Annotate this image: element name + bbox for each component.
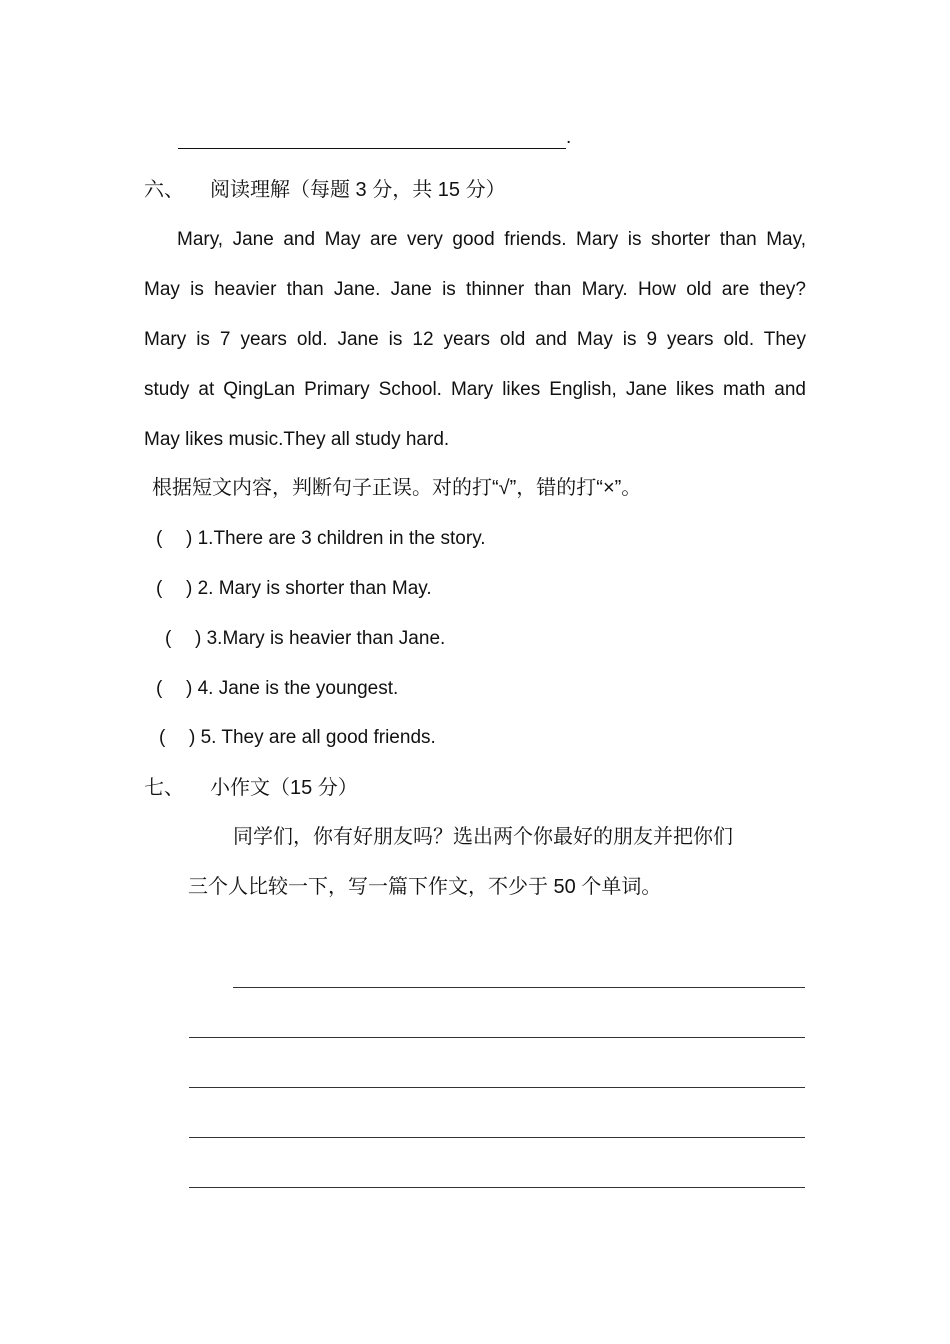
section6-heading [144, 178, 506, 202]
blank-underline [178, 126, 566, 149]
section7-title: 小作文（15 分） [210, 777, 358, 799]
answer-paren: ( [159, 727, 166, 748]
writing-line-1[interactable] [233, 987, 805, 988]
passage-line-2: May is heavier than Jane. Jane is thinner than Mary. How old are they? [144, 279, 806, 300]
question-text: ) 4. Jane is the youngest. [186, 678, 399, 699]
writing-line-5[interactable] [189, 1187, 805, 1188]
section7-number: 七、 [144, 777, 184, 799]
answer-paren: ( [165, 628, 172, 649]
reading-passage [144, 215, 806, 465]
question-text: ) 5. They are all good friends. [189, 727, 436, 748]
passage-line-5: May likes music.They all study hard. [144, 429, 450, 450]
section7-heading [144, 776, 358, 800]
question-instruction: 根据短文内容，判断句子正误。对的打“√”，错的打“×”。 [152, 477, 642, 499]
writing-line-2[interactable] [189, 1037, 805, 1038]
writing-line-4[interactable] [189, 1137, 805, 1138]
question-text: ) 1.There are 3 children in the story. [186, 528, 486, 549]
answer-paren: ( [156, 528, 163, 549]
question-text: ) 3.Mary is heavier than Jane. [195, 628, 446, 649]
essay-prompt-line-1: 同学们，你有好朋友吗？选出两个你最好的朋友并把你们 [233, 826, 733, 848]
answer-paren: ( [156, 678, 163, 699]
passage-line-1: Mary, Jane and May are very good friends. Mary is shorter than May, [177, 229, 806, 250]
question-item-5 [159, 726, 436, 750]
passage-line-4: study at QingLan Primary School. Mary likes English, Jane likes math and [144, 379, 806, 400]
passage-line-3: Mary is 7 years old. Jane is 12 years old and May is 9 years old. They [144, 329, 806, 350]
blank-end-mark: . [566, 127, 572, 148]
answer-blank-line [178, 126, 571, 149]
question-item-3 [165, 627, 445, 651]
question-text: ) 2. Mary is shorter than May. [186, 578, 432, 599]
essay-prompt-line-2: 三个人比较一下，写一篇下作文，不少于 50 个单词。 [188, 876, 662, 898]
section6-title: 阅读理解（每题 3 分，共 15 分） [210, 179, 506, 201]
answer-paren: ( [156, 578, 163, 599]
question-item-2 [156, 577, 432, 601]
question-item-4 [156, 677, 398, 701]
question-item-1 [156, 527, 486, 551]
writing-line-3[interactable] [189, 1087, 805, 1088]
section6-number: 六、 [144, 179, 184, 201]
